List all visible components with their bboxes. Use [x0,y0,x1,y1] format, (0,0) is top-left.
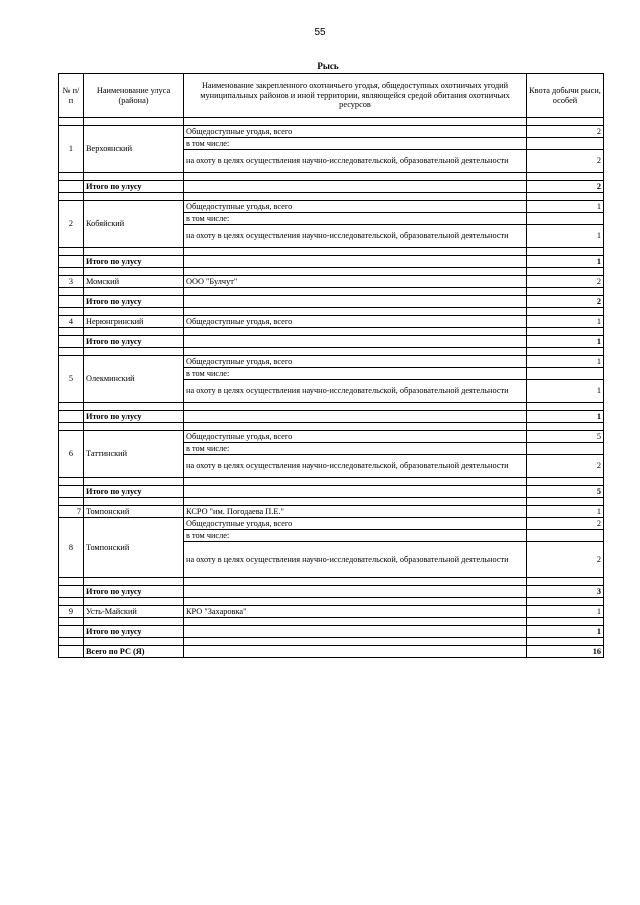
grand-total-row [59,646,604,658]
subtotal-value: 3 [527,586,604,598]
header-district: Наименование улуса (района) [84,74,184,118]
area-name: Общедоступные угодья, всего [184,201,527,213]
quota-value: 1 [527,316,604,328]
row-num: 8 [59,518,84,578]
header-area: Наименование закрепленного охотничьего угодья, общедоступных охотничьих угодий муниципальных районов и иной территории, являющейся средой обитания охотничьих ресурсов [184,74,527,118]
quota-value: 2 [527,150,604,173]
subtotal-row [59,256,604,268]
quota-value: 1 [527,356,604,368]
header-quota: Квота добычи рыси, особей [527,74,604,118]
row-num: 2 [59,201,84,248]
table-row [59,431,604,443]
district-name: Томпонский [84,506,184,518]
row-num: 9 [59,606,84,618]
subtotal-value: 1 [527,411,604,423]
subtotal-label: Итого по улусу [84,486,184,498]
subtotal-label: Итого по улусу [84,336,184,348]
row-num: 5 [59,356,84,403]
subtotal-label: Итого по улусу [84,296,184,308]
area-name: Общедоступные угодья, всего [184,356,527,368]
row-num: 3 [59,276,84,288]
area-name: Общедоступные угодья, всего [184,431,527,443]
district-name: Усть-Майский [84,606,184,618]
district-name: Кобяйский [84,201,184,248]
area-name: в том числе: [184,443,527,455]
area-name: в том числе: [184,368,527,380]
table-row [59,201,604,213]
quota-value: 2 [527,126,604,138]
quota-value: 1 [527,606,604,618]
subtotal-row [59,586,604,598]
subtotal-value: 2 [527,181,604,193]
subtotal-label: Итого по улусу [84,586,184,598]
area-name: на охоту в целях осуществления научно-исследовательской, образовательной деятельности [184,225,527,248]
quota-value: 2 [527,518,604,530]
subtotal-label: Итого по улусу [84,181,184,193]
row-num: 7 [59,506,84,518]
table-row [59,506,604,518]
area-name: КСРО "им. Погодаева П.Е." [184,506,527,518]
grand-total-value: 16 [527,646,604,658]
table-row [59,316,604,328]
quota-value: 2 [527,455,604,478]
area-name: КРО "Захаровка" [184,606,527,618]
area-name: в том числе: [184,138,527,150]
district-name: Верхоянский [84,126,184,173]
quota-value: 1 [527,201,604,213]
quota-value: 2 [527,542,604,578]
table-row [59,518,604,530]
row-num: 6 [59,431,84,478]
area-name: на охоту в целях осуществления научно-исследовательской, образовательной деятельности [184,150,527,173]
table-row [59,606,604,618]
area-name: ООО "Булчут" [184,276,527,288]
subtotal-value: 5 [527,486,604,498]
quota-value: 1 [527,380,604,403]
page-number: 55 [314,27,326,38]
row-num: 1 [59,126,84,173]
table-title: Рысь [317,61,339,71]
subtotal-row [59,411,604,423]
area-name: на охоту в целях осуществления научно-исследовательской, образовательной деятельности [184,542,527,578]
subtotal-value: 1 [527,336,604,348]
area-name: на охоту в целях осуществления научно-исследовательской, образовательной деятельности [184,380,527,403]
area-name: Общедоступные угодья, всего [184,518,527,530]
subtotal-label: Итого по улусу [84,256,184,268]
row-num: 4 [59,316,84,328]
district-name: Таттинский [84,431,184,478]
subtotal-label: Итого по улусу [84,411,184,423]
area-name: в том числе: [184,530,527,542]
district-name: Нерюнгринский [84,316,184,328]
grand-total-label: Всего по РС (Я) [84,646,184,658]
subtotal-value: 2 [527,296,604,308]
district-name: Момский [84,276,184,288]
district-name: Томпонский [84,518,184,578]
subtotal-row [59,181,604,193]
area-name: Общедоступные угодья, всего [184,316,527,328]
quota-value: 1 [527,506,604,518]
subtotal-value: 1 [527,256,604,268]
subtotal-row [59,486,604,498]
table-row [59,276,604,288]
header-row [59,74,604,118]
header-num: № п/п [59,74,84,118]
quota-value: 1 [527,225,604,248]
area-name: Общедоступные угодья, всего [184,126,527,138]
subtotal-row [59,626,604,638]
district-name: Олекминский [84,356,184,403]
area-name: в том числе: [184,213,527,225]
table-row [59,356,604,368]
area-name: на охоту в целях осуществления научно-исследовательской, образовательной деятельности [184,455,527,478]
quota-table [58,73,604,658]
subtotal-value: 1 [527,626,604,638]
quota-value: 2 [527,276,604,288]
subtotal-row [59,296,604,308]
subtotal-row [59,336,604,348]
table-row [59,126,604,138]
subtotal-label: Итого по улусу [84,626,184,638]
quota-value: 5 [527,431,604,443]
